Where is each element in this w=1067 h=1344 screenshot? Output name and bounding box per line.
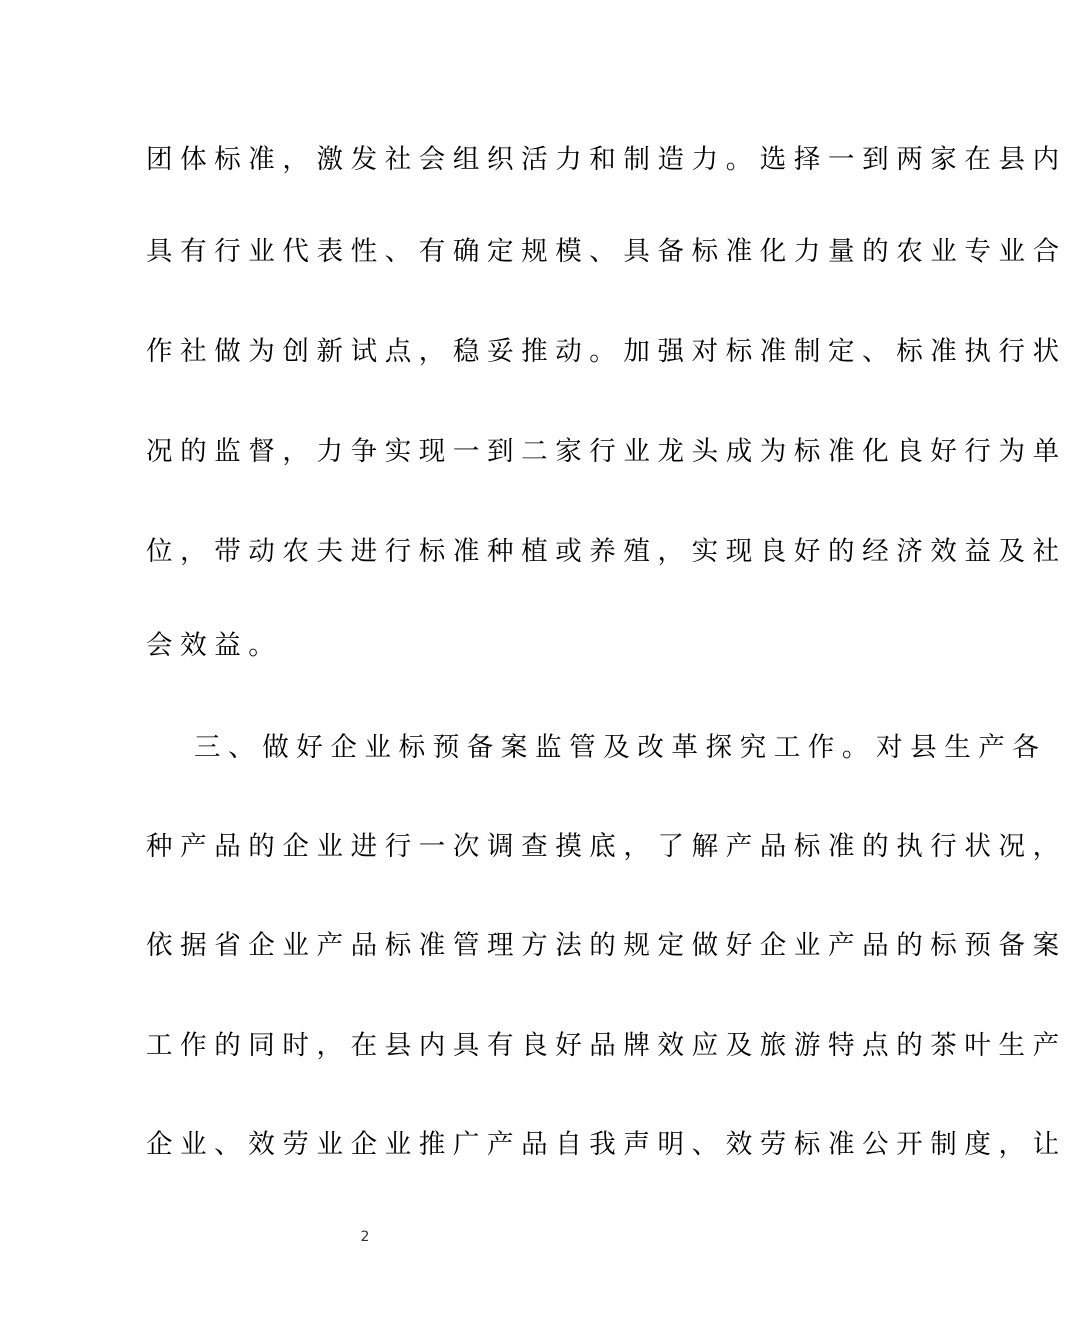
paragraph-line: 团体标准，激发社会组织活力和制造力。选择一到两家在县内 [146, 144, 1067, 175]
paragraph-line: 种产品的企业进行一次调查摸底，了解产品标准的执行状况， [146, 831, 1067, 862]
paragraph-line: 企业、效劳业企业推广产品自我声明、效劳标准公开制度，让 [146, 1129, 1067, 1160]
paragraph-line: 况的监督，力争实现一到二家行业龙头成为标准化良好行为单 [146, 436, 1067, 467]
paragraph-line: 依据省企业产品标准管理方法的规定做好企业产品的标预备案 [146, 930, 1067, 961]
paragraph-line: 三、做好企业标预备案监管及改革探究工作。对县生产各 [194, 732, 1047, 763]
paragraph-line: 位，带动农夫进行标准种植或养殖，实现良好的经济效益及社 [146, 536, 1067, 567]
paragraph-line: 具有行业代表性、有确定规模、具备标准化力量的农业专业合 [146, 236, 1067, 267]
paragraph-line: 工作的同时，在县内具有良好品牌效应及旅游特点的茶叶生产 [146, 1030, 1067, 1061]
paragraph-line: 作社做为创新试点，稳妥推动。加强对标准制定、标准执行状 [146, 336, 1067, 367]
paragraph-line: 会效益。 [146, 630, 283, 661]
page-number: 2 [360, 1229, 370, 1245]
